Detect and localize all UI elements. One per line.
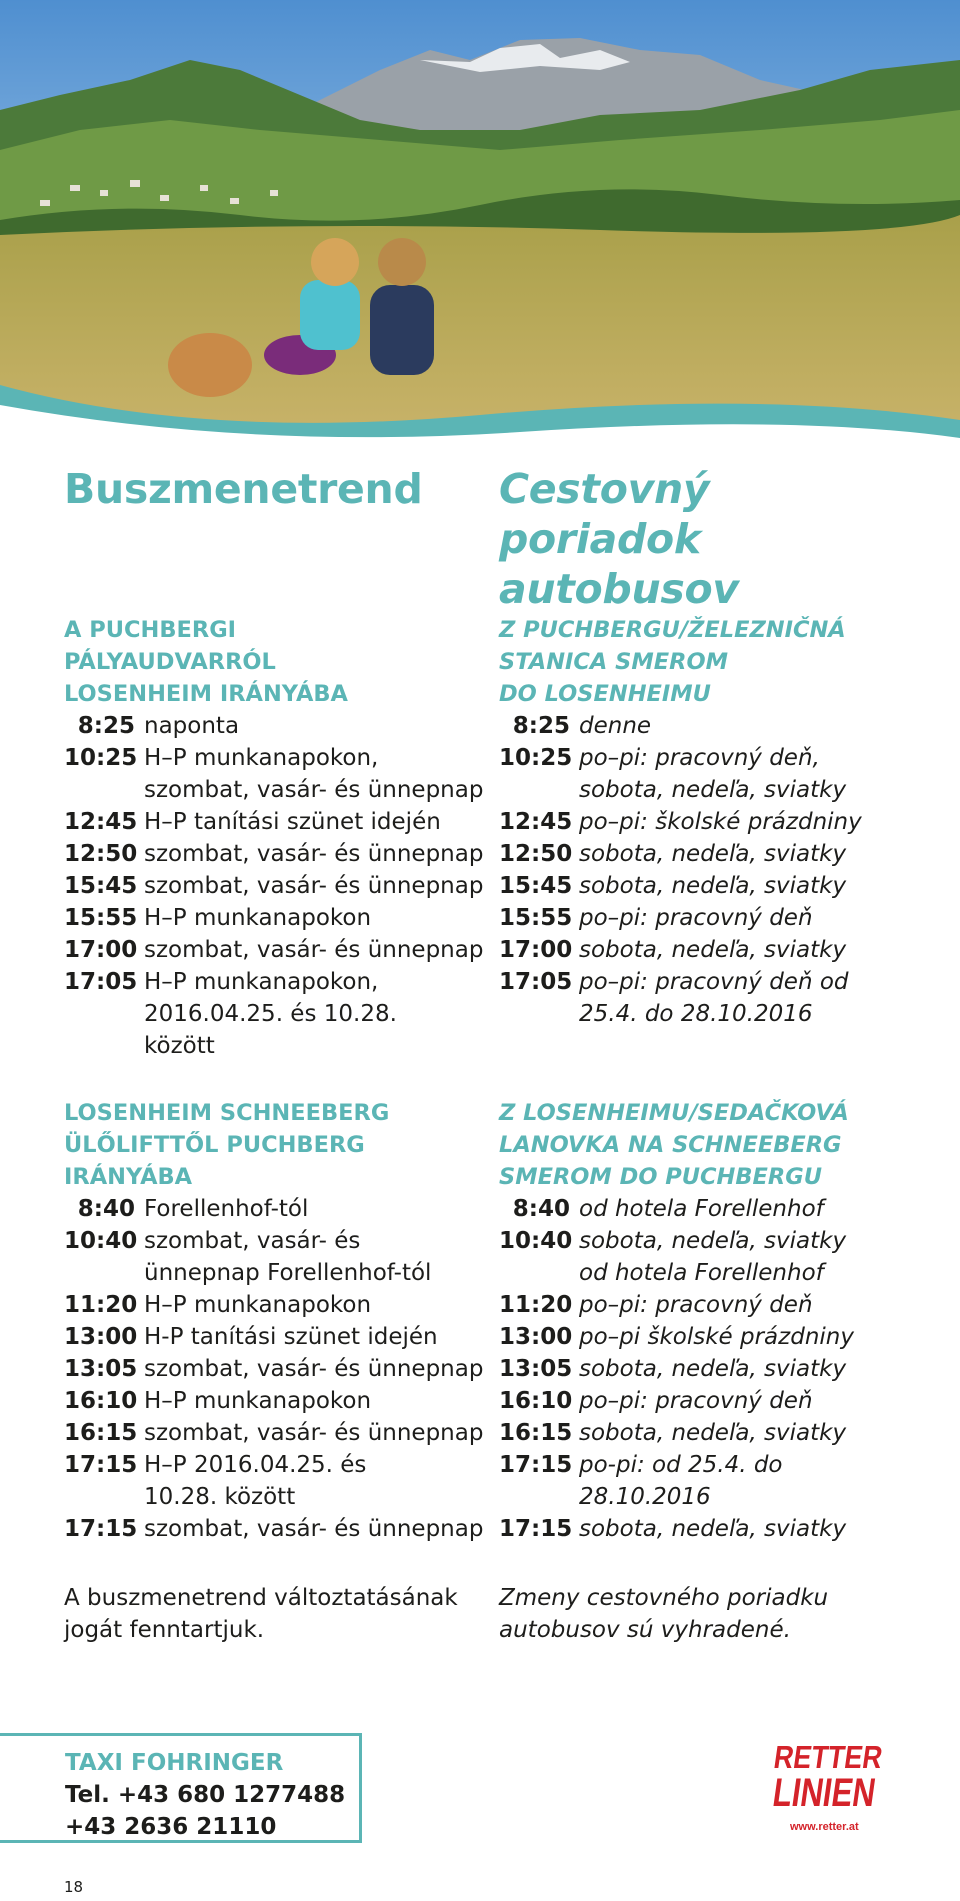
timetable-row	[64, 870, 504, 902]
timetable-row	[64, 966, 504, 1062]
page-number: 18	[64, 1878, 84, 1896]
timetable-row	[499, 1449, 939, 1513]
timetable-row	[499, 838, 939, 870]
departure-days: szombat, vasár- és ünnepnap Forellenhof-tól	[144, 1228, 432, 1286]
svg-text:www.retter.at: www.retter.at	[790, 1821, 859, 1833]
departure-time: 16:15	[499, 1420, 573, 1446]
timetable-row	[499, 902, 939, 934]
section-heading: Z PUCHBERGU/ŽELEZNIČNÁ STANICA SMEROM DO LOSENHEIMU	[499, 617, 846, 707]
retter-linien-logo-icon	[764, 1730, 908, 1840]
landscape-photo-icon	[0, 0, 960, 440]
departure-time: 16:15	[64, 1420, 138, 1446]
departure-time: 17:15	[499, 1452, 573, 1478]
taxi-phone-secondary[interactable]: +43 2636 21110	[65, 1814, 277, 1840]
departure-days: po–pi: pracovný deň	[579, 1292, 813, 1318]
section-heading: LOSENHEIM SCHNEEBERG ÜLŐLIFTTŐL PUCHBERG IRÁNYÁBA	[64, 1100, 390, 1190]
departure-time: 13:00	[64, 1324, 138, 1350]
departure-time: 15:45	[64, 873, 138, 899]
departure-days: sobota, nedeľa, sviatky	[579, 841, 847, 867]
departure-days: szombat, vasár- és ünnepnap	[144, 873, 484, 899]
timetable-row	[64, 806, 504, 838]
departure-days: H–P munkanapokon, szombat, vasár- és ünnepnap	[144, 745, 484, 803]
departure-days: Forellenhof-tól	[144, 1196, 309, 1222]
departure-days: sobota, nedeľa, sviatky	[579, 1420, 847, 1446]
departure-days: po–pi: pracovný deň, sobota, nedeľa, sviatky	[579, 745, 847, 803]
departure-days: H–P tanítási szünet idején	[144, 809, 441, 835]
departure-days: sobota, nedeľa, sviatky	[579, 873, 847, 899]
timetable-row	[499, 806, 939, 838]
timetable-row	[499, 1385, 939, 1417]
departure-time: 10:25	[64, 745, 138, 771]
departure-days: od hotela Forellenhof	[579, 1196, 824, 1222]
departure-time: 11:20	[64, 1292, 138, 1318]
departure-days: szombat, vasár- és ünnepnap	[144, 1420, 484, 1446]
departure-time: 13:05	[499, 1356, 573, 1382]
departure-time: 17:15	[64, 1452, 138, 1478]
departure-time: 17:15	[64, 1516, 138, 1542]
departure-days: po–pi školské prázdniny	[579, 1324, 854, 1350]
departure-time: 12:45	[64, 809, 138, 835]
timetable-row	[499, 1193, 939, 1225]
departure-days: po–pi: školské prázdniny	[579, 809, 862, 835]
departure-time: 12:50	[499, 841, 573, 867]
retter-linien-logo	[764, 1730, 908, 1840]
svg-text:LINIEN: LINIEN	[770, 1770, 908, 1815]
timetable-row	[64, 934, 504, 966]
taxi-info-box	[0, 1733, 362, 1843]
departure-days: H–P munkanapokon	[144, 905, 372, 931]
departure-days: po–pi: pracovný deň	[579, 905, 813, 931]
departure-days: H–P munkanapokon	[144, 1388, 372, 1414]
taxi-title: TAXI FOHRINGER	[65, 1750, 284, 1776]
departure-time: 8:25	[77, 713, 135, 739]
timetable-row	[499, 1353, 939, 1385]
departure-time: 10:40	[499, 1228, 573, 1254]
departure-time: 17:00	[499, 937, 573, 963]
hungarian-column	[64, 464, 484, 1643]
departure-time: 16:10	[499, 1388, 573, 1414]
departure-time: 13:00	[499, 1324, 573, 1350]
departure-days: szombat, vasár- és ünnepnap	[144, 937, 484, 963]
timetable-row	[499, 742, 939, 806]
departure-days: sobota, nedeľa, sviatky	[579, 1516, 847, 1542]
timetable-row	[499, 1321, 939, 1353]
departure-time: 8:40	[512, 1196, 570, 1222]
timetable-row	[499, 870, 939, 902]
timetable-section-from-puchberg-sk	[499, 614, 939, 1030]
hero-photo	[0, 0, 960, 440]
timetable-row	[499, 1417, 939, 1449]
departure-days: H–P munkanapokon	[144, 1292, 372, 1318]
timetable-row	[499, 1289, 939, 1321]
departure-time: 15:55	[499, 905, 573, 931]
departure-time: 17:05	[499, 969, 573, 995]
timetable-disclaimer-sk: Zmeny cestovného poriadku autobusov sú vyhradené.	[499, 1585, 829, 1643]
departure-days: sobota, nedeľa, sviatky	[579, 937, 847, 963]
timetable-row	[499, 1513, 939, 1545]
departure-time: 17:05	[64, 969, 138, 995]
departure-time: 15:45	[499, 873, 573, 899]
departure-days: denne	[579, 713, 652, 739]
timetable-row	[499, 966, 939, 1030]
timetable-row	[64, 1513, 504, 1545]
taxi-phone[interactable]: Tel. +43 680 1277488	[65, 1782, 346, 1808]
departure-time: 17:15	[499, 1516, 573, 1542]
departure-days: po-pi: od 25.4. do 28.10.2016	[579, 1452, 783, 1510]
departure-time: 10:40	[64, 1228, 138, 1254]
timetable-row	[64, 1193, 504, 1225]
timetable-row	[64, 1225, 504, 1289]
departure-days: szombat, vasár- és ünnepnap	[144, 841, 484, 867]
departure-time: 13:05	[64, 1356, 138, 1382]
timetable-section-from-losenheim-hu	[64, 1097, 504, 1545]
departure-time: 10:25	[499, 745, 573, 771]
section-heading: Z LOSENHEIMU/SEDAČKOVÁ LANOVKA NA SCHNEEBERG SMEROM DO PUCHBERGU	[499, 1100, 849, 1190]
departure-days: sobota, nedeľa, sviatky	[579, 1356, 847, 1382]
departure-time: 12:50	[64, 841, 138, 867]
departure-time: 11:20	[499, 1292, 573, 1318]
timetable-row	[64, 1289, 504, 1321]
departure-days: naponta	[144, 713, 240, 739]
timetable-disclaimer-hu: A buszmenetrend változtatásának jogát fenntartjuk.	[64, 1585, 458, 1643]
timetable-row	[64, 710, 504, 742]
departure-days: sobota, nedeľa, sviatky od hotela Forellenhof	[579, 1228, 847, 1286]
departure-days: szombat, vasár- és ünnepnap	[144, 1516, 484, 1542]
departure-days: H-P tanítási szünet idején	[144, 1324, 438, 1350]
section-heading: A PUCHBERGI PÁLYAUDVARRÓL LOSENHEIM IRÁNYÁBA	[64, 617, 348, 707]
departure-days: po–pi: pracovný deň od 25.4. do 28.10.2016	[579, 969, 849, 1027]
departure-time: 16:10	[64, 1388, 138, 1414]
timetable-row	[499, 710, 939, 742]
page-title-slovak: Cestovný poriadok autobusov	[499, 465, 739, 613]
departure-time: 17:00	[64, 937, 138, 963]
departure-days: H–P 2016.04.25. és 10.28. között	[144, 1452, 367, 1510]
departure-time: 12:45	[499, 809, 573, 835]
slovak-column	[499, 464, 919, 1643]
timetable-row	[64, 1417, 504, 1449]
departure-days: po–pi: pracovný deň	[579, 1388, 813, 1414]
timetable-row	[499, 1225, 939, 1289]
page-title-hungarian: Buszmenetrend	[64, 465, 423, 513]
timetable-row	[64, 742, 504, 806]
timetable-row	[64, 1353, 504, 1385]
svg-text:RETTER: RETTER	[771, 1739, 905, 1775]
departure-days: szombat, vasár- és ünnepnap	[144, 1356, 484, 1382]
timetable-row	[64, 1449, 504, 1513]
departure-time: 15:55	[64, 905, 138, 931]
timetable-row	[64, 1385, 504, 1417]
timetable-section-from-losenheim-sk	[499, 1097, 939, 1545]
timetable-row	[64, 1321, 504, 1353]
departure-time: 8:40	[77, 1196, 135, 1222]
timetable-row	[64, 902, 504, 934]
timetable-section-from-puchberg-hu	[64, 614, 504, 1062]
departure-time: 8:25	[512, 713, 570, 739]
timetable-row	[499, 934, 939, 966]
departure-days: H–P munkanapokon, 2016.04.25. és 10.28. között	[144, 969, 397, 1059]
timetable-row	[64, 838, 504, 870]
